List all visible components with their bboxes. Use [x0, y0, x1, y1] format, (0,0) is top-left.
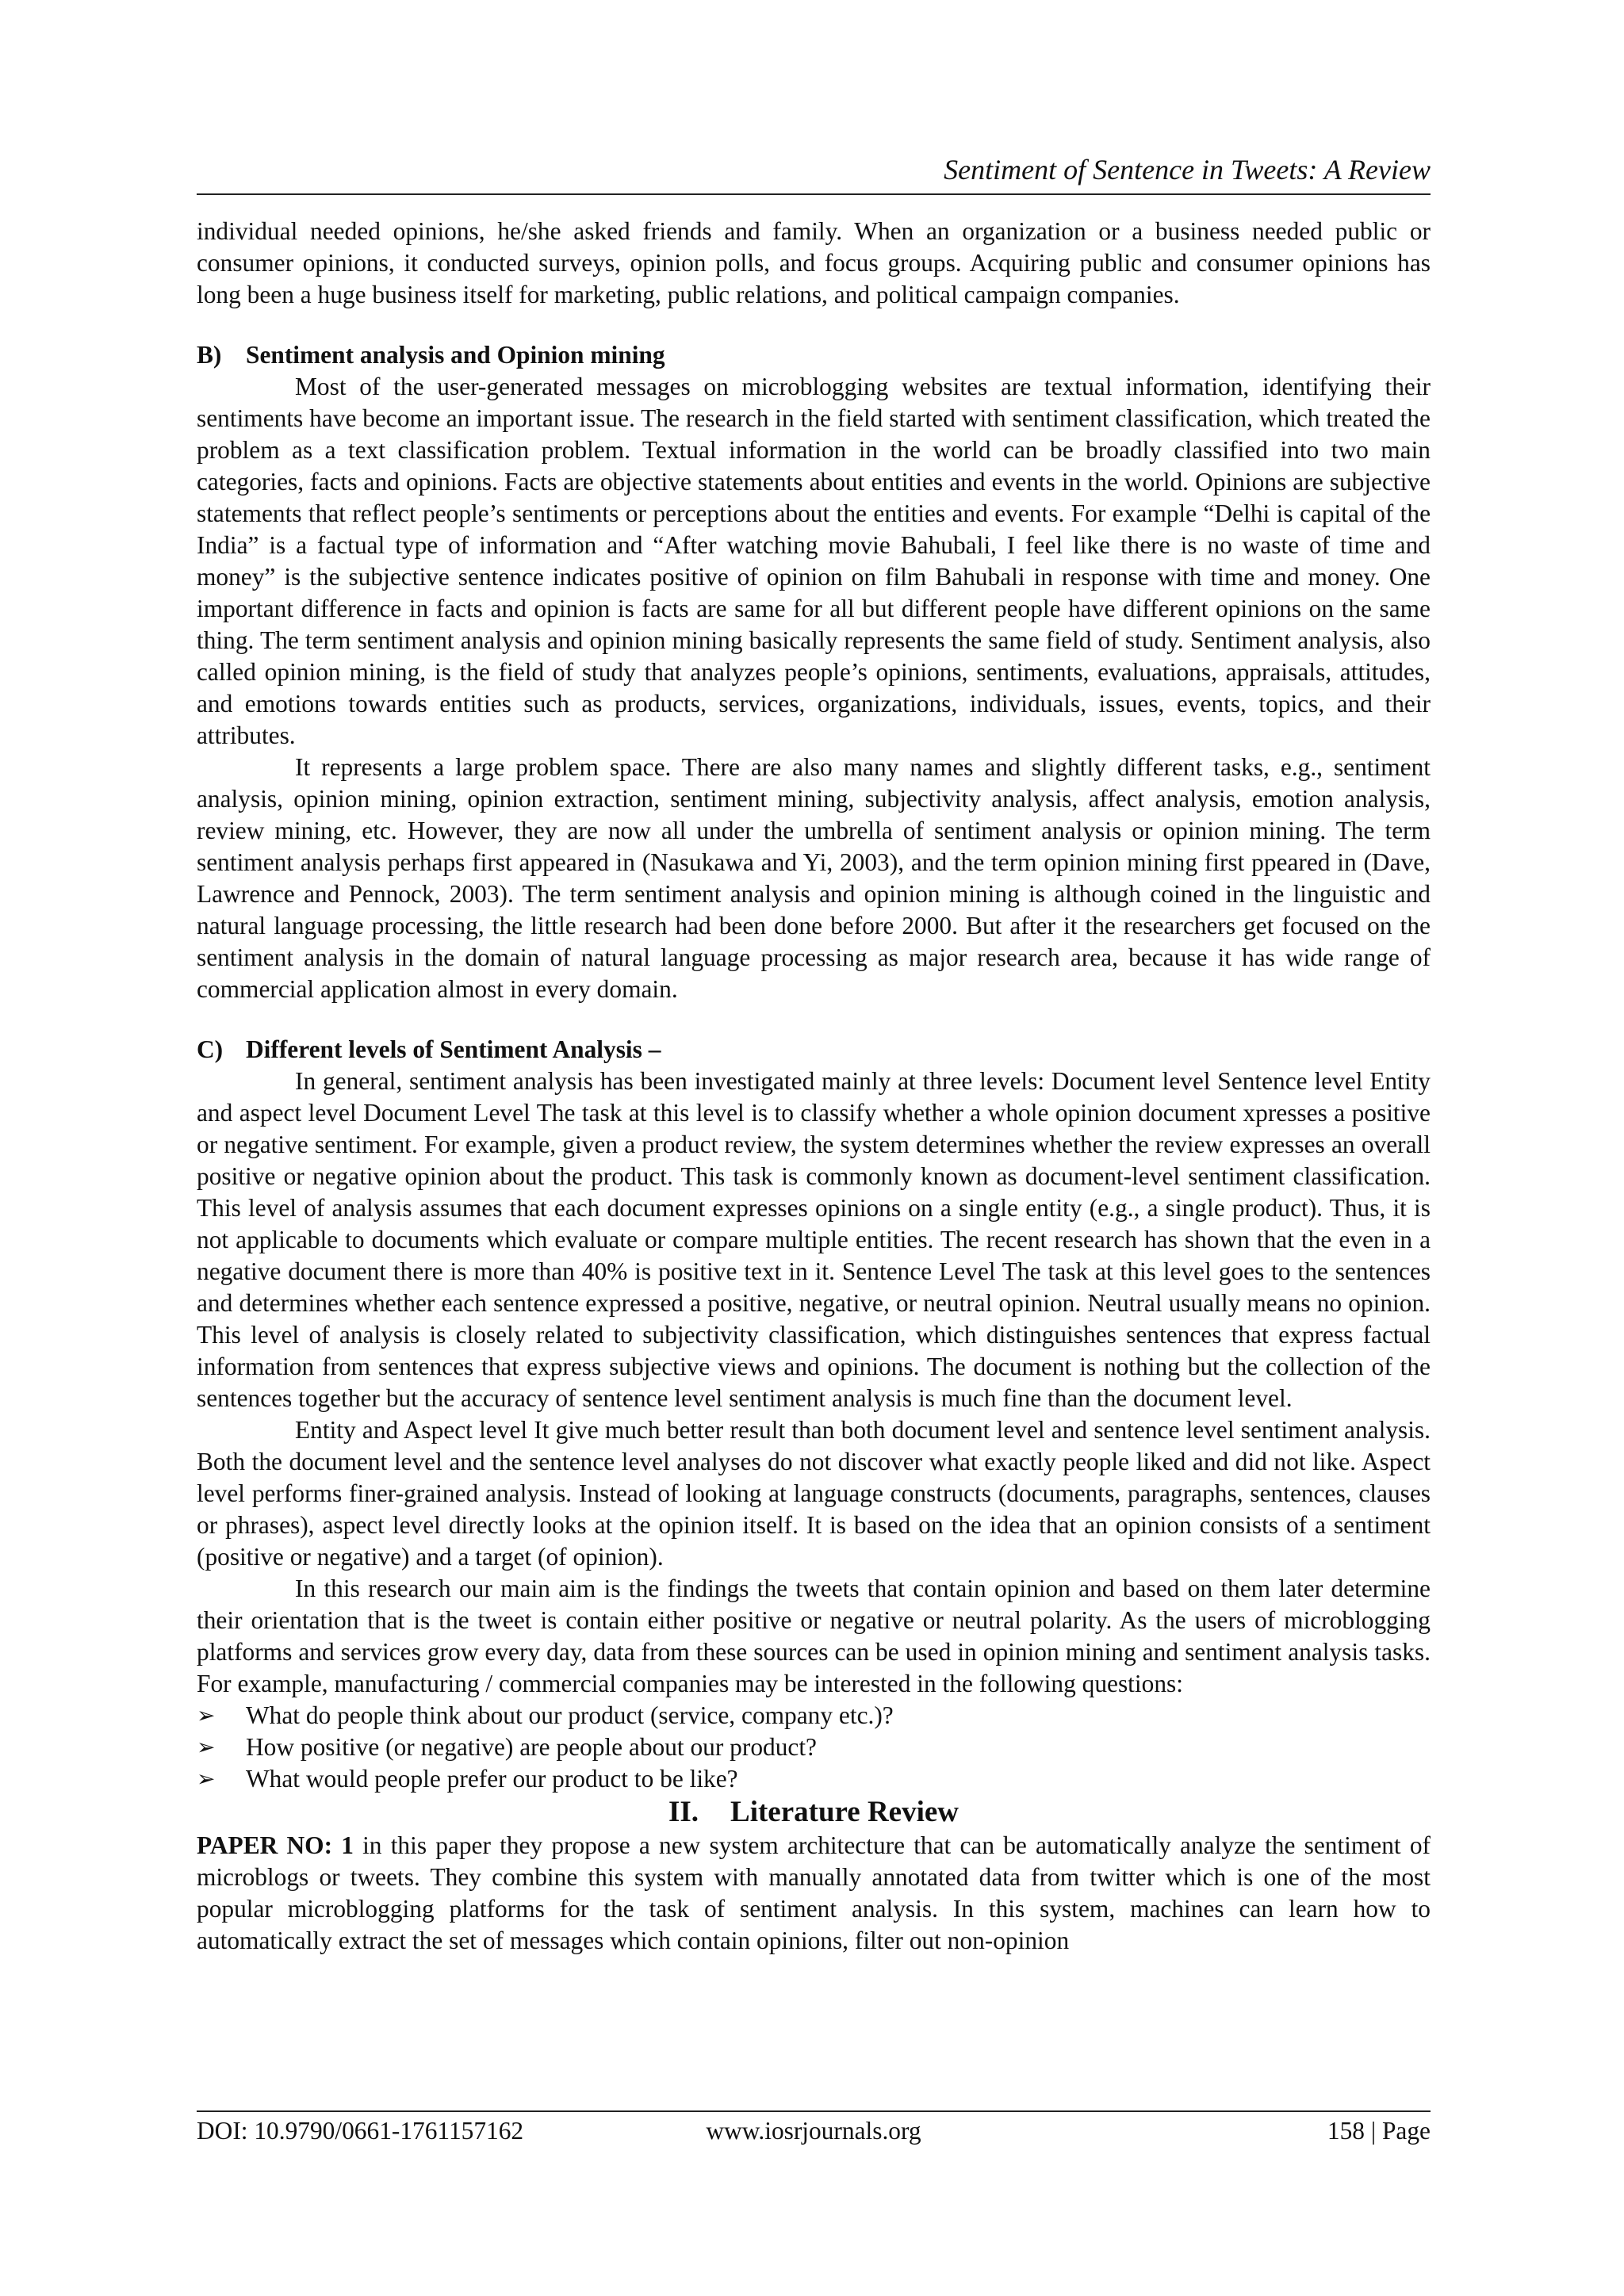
section-2-number: II. [668, 1796, 699, 1828]
running-header-title: Sentiment of Sentence in Tweets: A Review [944, 154, 1431, 186]
section-c-paragraph-1: In general, sentiment analysis has been investigated mainly at three levels: Document level Sentence level Entity and aspect level Document Level The task at this level is to classify whether a whole opinion document xpresses a positive or negative sentiment. For example, given a product review, the system determines whether the review expresses an overall positive or negative opinion about the product. This task is commonly known as document-level sentiment classification. This level of analysis assumes that each document expresses opinions on a single entity (e.g., a single product). Thus, it is not applicable to documents which evaluate or compare multiple entities. The recent research has shown that the even in a negative document there is more than 40% is positive text in it. Sentence Level The task at this level goes to the sentences and determines whether each sentence expressed a positive, negative, or neutral opinion. Neutral usually means no opinion. This level of analysis is closely related to subjectivity classification, which distinguishes sentences that express factual information from sentences that express subjective views and opinions. The document is nothing but the collection of the sentences together but the accuracy of sentence level sentiment analysis is much fine than the document level. [197, 1067, 1431, 1412]
arrowhead-bullet-icon: ➢ [197, 1734, 216, 1760]
question-list [197, 1700, 1431, 1795]
arrowhead-bullet-icon: ➢ [197, 1702, 216, 1728]
section-b-title: Sentiment analysis and Opinion mining [246, 341, 665, 369]
section-c-title: Different levels of Sentiment Analysis – [246, 1035, 661, 1063]
section-2-heading [197, 1795, 1431, 1830]
footer-website: www.iosrjournals.org [706, 2117, 921, 2145]
section-b-paragraph-2: It represents a large problem space. There are also many names and slightly different tasks, e.g., sentiment analysis, opinion mining, opinion extraction, sentiment mining, subjectivity analysis, affect analysis, emotion analysis, review mining, etc. However, they are now all under the umbrella of sentiment analysis or opinion mining. The term sentiment analysis perhaps first appeared in (Nasukawa and Yi, 2003), and the term opinion mining first ppeared in (Dave, Lawrence and Pennock, 2003). The term sentiment analysis and opinion mining is although coined in the linguistic and natural language processing, the little research had been done before 2000. But after it the researchers get focused on the sentiment analysis in the domain of natural language processing as major research area, because it has wide range of commercial application almost in every domain. [197, 753, 1431, 1003]
paper-number-label: PAPER NO: 1 [197, 1831, 354, 1859]
section-c-paragraph-3: In this research our main aim is the findings the tweets that contain opinion and based on them later determine their orientation that is the tweet is contain either positive or negative or neutral polarity. As the users of microblogging platforms and services grow every day, data from these sources can be used in opinion mining and sentiment analysis tasks. For example, manufacturing / commercial companies may be interested in the following questions: [197, 1575, 1431, 1697]
arrowhead-bullet-icon: ➢ [197, 1766, 216, 1792]
section-c-heading [197, 1034, 1431, 1066]
list-item: ➢ How positive (or negative) are people about our product? [197, 1732, 1431, 1763]
footer-divider [197, 2110, 1431, 2112]
footer-doi: DOI: 10.9790/0661-1761157162 [197, 2117, 524, 2145]
header-divider [197, 193, 1431, 195]
section-c-label: C) [197, 1035, 224, 1063]
section-b-heading [197, 339, 1431, 371]
section-2-title: Literature Review [730, 1796, 959, 1828]
section-b-label: B) [197, 341, 222, 369]
list-item: ➢ What would people prefer our product to be like? [197, 1763, 1431, 1795]
section-c-paragraph-2: Entity and Aspect level It give much better result than both document level and sentence level sentiment analysis. Both the document level and the sentence level analyses do not discover what exactly people liked and did not like. Aspect level performs finer-grained analysis. Instead of looking at language constructs (documents, paragraphs, sentences, clauses or phrases), aspect level directly looks at the opinion itself. It is based on the idea that an opinion consists of a sentiment (positive or negative) and a target (of opinion). [197, 1416, 1431, 1571]
page-body [197, 216, 1431, 1957]
intro-continuation-paragraph: individual needed opinions, he/she asked friends and family. When an organization or a business needed public or consumer opinions, it conducted surveys, opinion polls, and focus groups. Acquiring public and consumer opinions has long been a huge business itself for marketing, public relations, and political campaign companies. [197, 217, 1431, 308]
paper-1-text: in this paper they propose a new system architecture that can be automatically analyze the sentiment of microblogs or tweets. They combine this system with manually annotated data from twitter which is one of the most popular microblogging platforms for the task of sentiment analysis. In this system, machines can learn how to automatically extract the set of messages which contain opinions, filter out non-opinion [197, 1831, 1431, 1954]
footer-page-number: 158 | Page [1327, 2117, 1431, 2145]
literature-review-paragraph [197, 1830, 1431, 1957]
section-b-paragraph-1: Most of the user-generated messages on microblogging websites are textual information, identifying their sentiments have become an important issue. The research in the field started with sentiment classification, which treated the problem as a text classification problem. Textual information in the world can be broadly classified into two main categories, facts and opinions. Facts are objective statements about entities and events in the world. Opinions are subjective statements that reflect people’s sentiments or perceptions about the entities and events. For example “Delhi is capital of the India” is a factual type of information and “After watching movie Bahubali, I feel like there is no waste of time and money” is the subjective sentence indicates positive of opinion on film Bahubali in response with time and money. One important difference in facts and opinion is facts are same for all but different people have different opinions on the same thing. The term sentiment analysis and opinion mining basically represents the same field of study. Sentiment analysis, also called opinion mining, is the field of study that analyzes people’s opinions, sentiments, evaluations, appraisals, attitudes, and emotions towards entities such as products, services, organizations, individuals, issues, events, topics, and their attributes. [197, 373, 1431, 749]
list-item: ➢ What do people think about our product (service, company etc.)? [197, 1700, 1431, 1732]
